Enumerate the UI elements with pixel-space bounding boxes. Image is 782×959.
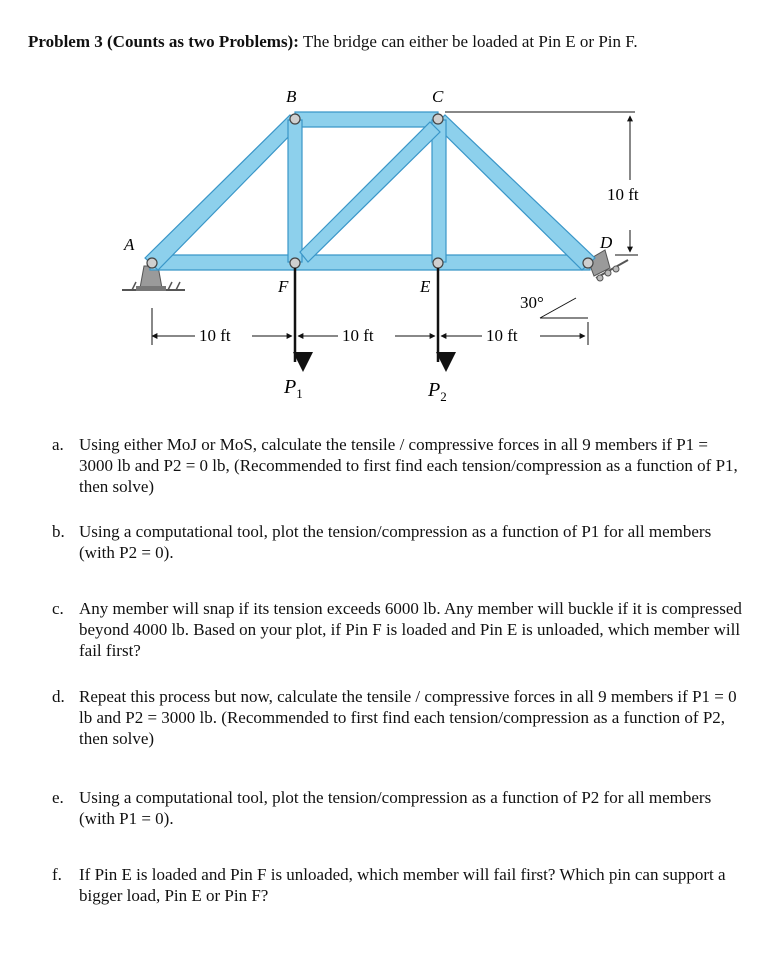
part-label: b. xyxy=(52,522,65,541)
problem-text: The bridge can either be loaded at Pin E or Pin F. xyxy=(298,32,638,51)
part-label: f. xyxy=(52,865,62,884)
member-fc xyxy=(300,122,440,262)
load-label-p1: $P_1$ xyxy=(284,376,303,401)
part-e xyxy=(52,787,742,829)
pin-label-c: C xyxy=(432,87,444,106)
pin-label-e: E xyxy=(420,277,431,296)
part-text: Using a computational tool, plot the tension/compression as a function of P2 for all members (with P1 = 0). xyxy=(79,788,712,828)
pin-label-b: B xyxy=(286,87,297,106)
member-ce xyxy=(432,120,446,262)
part-label: c. xyxy=(52,599,64,618)
part-text: Repeat this process but now, calculate the tensile / compressive forces in all 9 members if P1 = 0 lb and P2 = 3000 lb. (Recommended to first find each tension/compression as a function of P2, then solve) xyxy=(79,687,737,748)
part-c xyxy=(52,598,742,661)
problem-title xyxy=(28,31,768,53)
part-a xyxy=(52,434,742,497)
pin-label-f: F xyxy=(278,277,289,296)
dim-height-label: 10 ft xyxy=(607,185,639,204)
pin-label-a: A xyxy=(124,235,135,254)
member-bc xyxy=(295,112,438,127)
part-label: d. xyxy=(52,687,65,706)
member-ab xyxy=(145,115,300,270)
truss-figure xyxy=(110,80,650,420)
part-b xyxy=(52,521,742,563)
part-d xyxy=(52,686,742,749)
dim-span1-label: 10 ft xyxy=(199,326,231,345)
angle-label: 30° xyxy=(520,293,544,312)
angle-marker xyxy=(540,298,588,318)
member-cd xyxy=(435,115,595,270)
part-label: e. xyxy=(52,788,64,807)
member-bottom-chord xyxy=(150,255,590,270)
member-bf xyxy=(288,120,302,262)
part-f xyxy=(52,864,742,906)
part-text: Using a computational tool, plot the tension/compression as a function of P1 for all members (with P2 = 0). xyxy=(79,522,712,562)
dim-span3-label: 10 ft xyxy=(486,326,518,345)
part-text: Any member will snap if its tension exceeds 6000 lb. Any member will buckle if it is compressed beyond 4000 lb. Based on your plot, if Pin F is loaded and Pin E is unloaded, which member will fail first? xyxy=(79,599,742,660)
part-text: If Pin E is loaded and Pin F is unloaded, which member will fail first? Which pin can support a bigger load, Pin E or Pin F? xyxy=(79,865,726,905)
load-label-p2: $P_2$ xyxy=(428,379,447,404)
dim-span2-label: 10 ft xyxy=(342,326,374,345)
problem-heading: Problem 3 (Counts as two Problems): xyxy=(28,32,299,51)
part-label: a. xyxy=(52,435,64,454)
part-text: Using either MoJ or MoS, calculate the tensile / compressive forces in all 9 members if P1 = 3000 lb and P2 = 0 lb, (Recommended to first find each tension/compression as a function of P1, then solve) xyxy=(79,435,738,496)
truss-members xyxy=(145,112,595,270)
pin-label-d: D xyxy=(600,233,613,252)
